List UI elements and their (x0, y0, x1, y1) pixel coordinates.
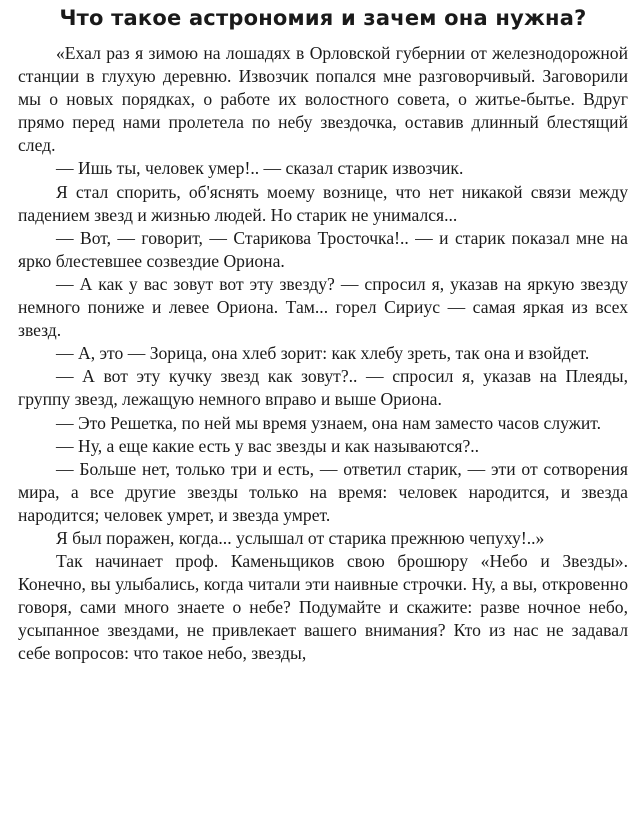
paragraph: — Больше нет, только три и есть, — ответил старик, — эти от сотворения мира, а все другие звезды только на время: человек народится, и звезда народится; человек умрет, и звезда умрет. (18, 458, 628, 525)
article-title: Что такое астрономия и зачем она нужна? (59, 6, 587, 30)
paragraph: — Это Решетка, по ней мы время узнаем, она нам заместо часов служит. (56, 412, 602, 433)
paragraph: Я стал спорить, об'яснять моему вознице, что нет никакой связи между падением звезд и жизнью людей. Но старик не унимался... (18, 181, 628, 225)
paragraph: Так начинает проф. Каменьщиков свою брошюру «Небо и Звезды». Конечно, вы улыбались, когда читали эти наивные строчки. Ну, а вы, откровенно говоря, сами много знаете о небе? Подумайте и скажите: разве ночное небо, усыпанное звездами, не привлекает вашего внимания? Кто из нас не задавал себе вопросов: что такое небо, звезды, (18, 551, 628, 664)
paragraph: — Ишь ты, человек умер!.. — сказал старик извозчик. (56, 158, 464, 179)
paragraph: — Вот, — говорит, — Старикова Тросточка!.. — и старик показал мне на ярко блестевшее созвездие Ориона. (18, 227, 628, 271)
paragraph: — А как у вас зовут вот эту звезду? — спросил я, указав на яркую звезду немного пониже и левее Ориона. Там... горел Сириус — самая яркая из всех звезд. (18, 273, 628, 341)
paragraph: — А, это — Зорица, она хлеб зорит: как хлебу зреть, так она и взойдет. (56, 343, 590, 364)
paragraph: — Ну, а еще какие есть у вас звезды и как называются?.. (56, 435, 480, 456)
article-body (18, 42, 628, 666)
paragraph: Я был поражен, когда... услышал от старика прежнюю чепуху!..» (56, 527, 545, 548)
paragraph: — А вот эту кучку звезд как зовут?.. — спросил я, указав на Плеяды, группу звезд, лежащую немного вправо и выше Ориона. (18, 366, 628, 410)
paragraph: «Ехал раз я зимою на лошадях в Орловской губернии от железнодорожной станции в глухую деревню. Извозчик попался мне разговорчивый. Заговорили мы о новых порядках, о работе их волостного совета, о житье-бытье. Вдруг прямо перед нами пролетела по небу звездочка, оставив длинный блестящий след. (18, 43, 628, 156)
